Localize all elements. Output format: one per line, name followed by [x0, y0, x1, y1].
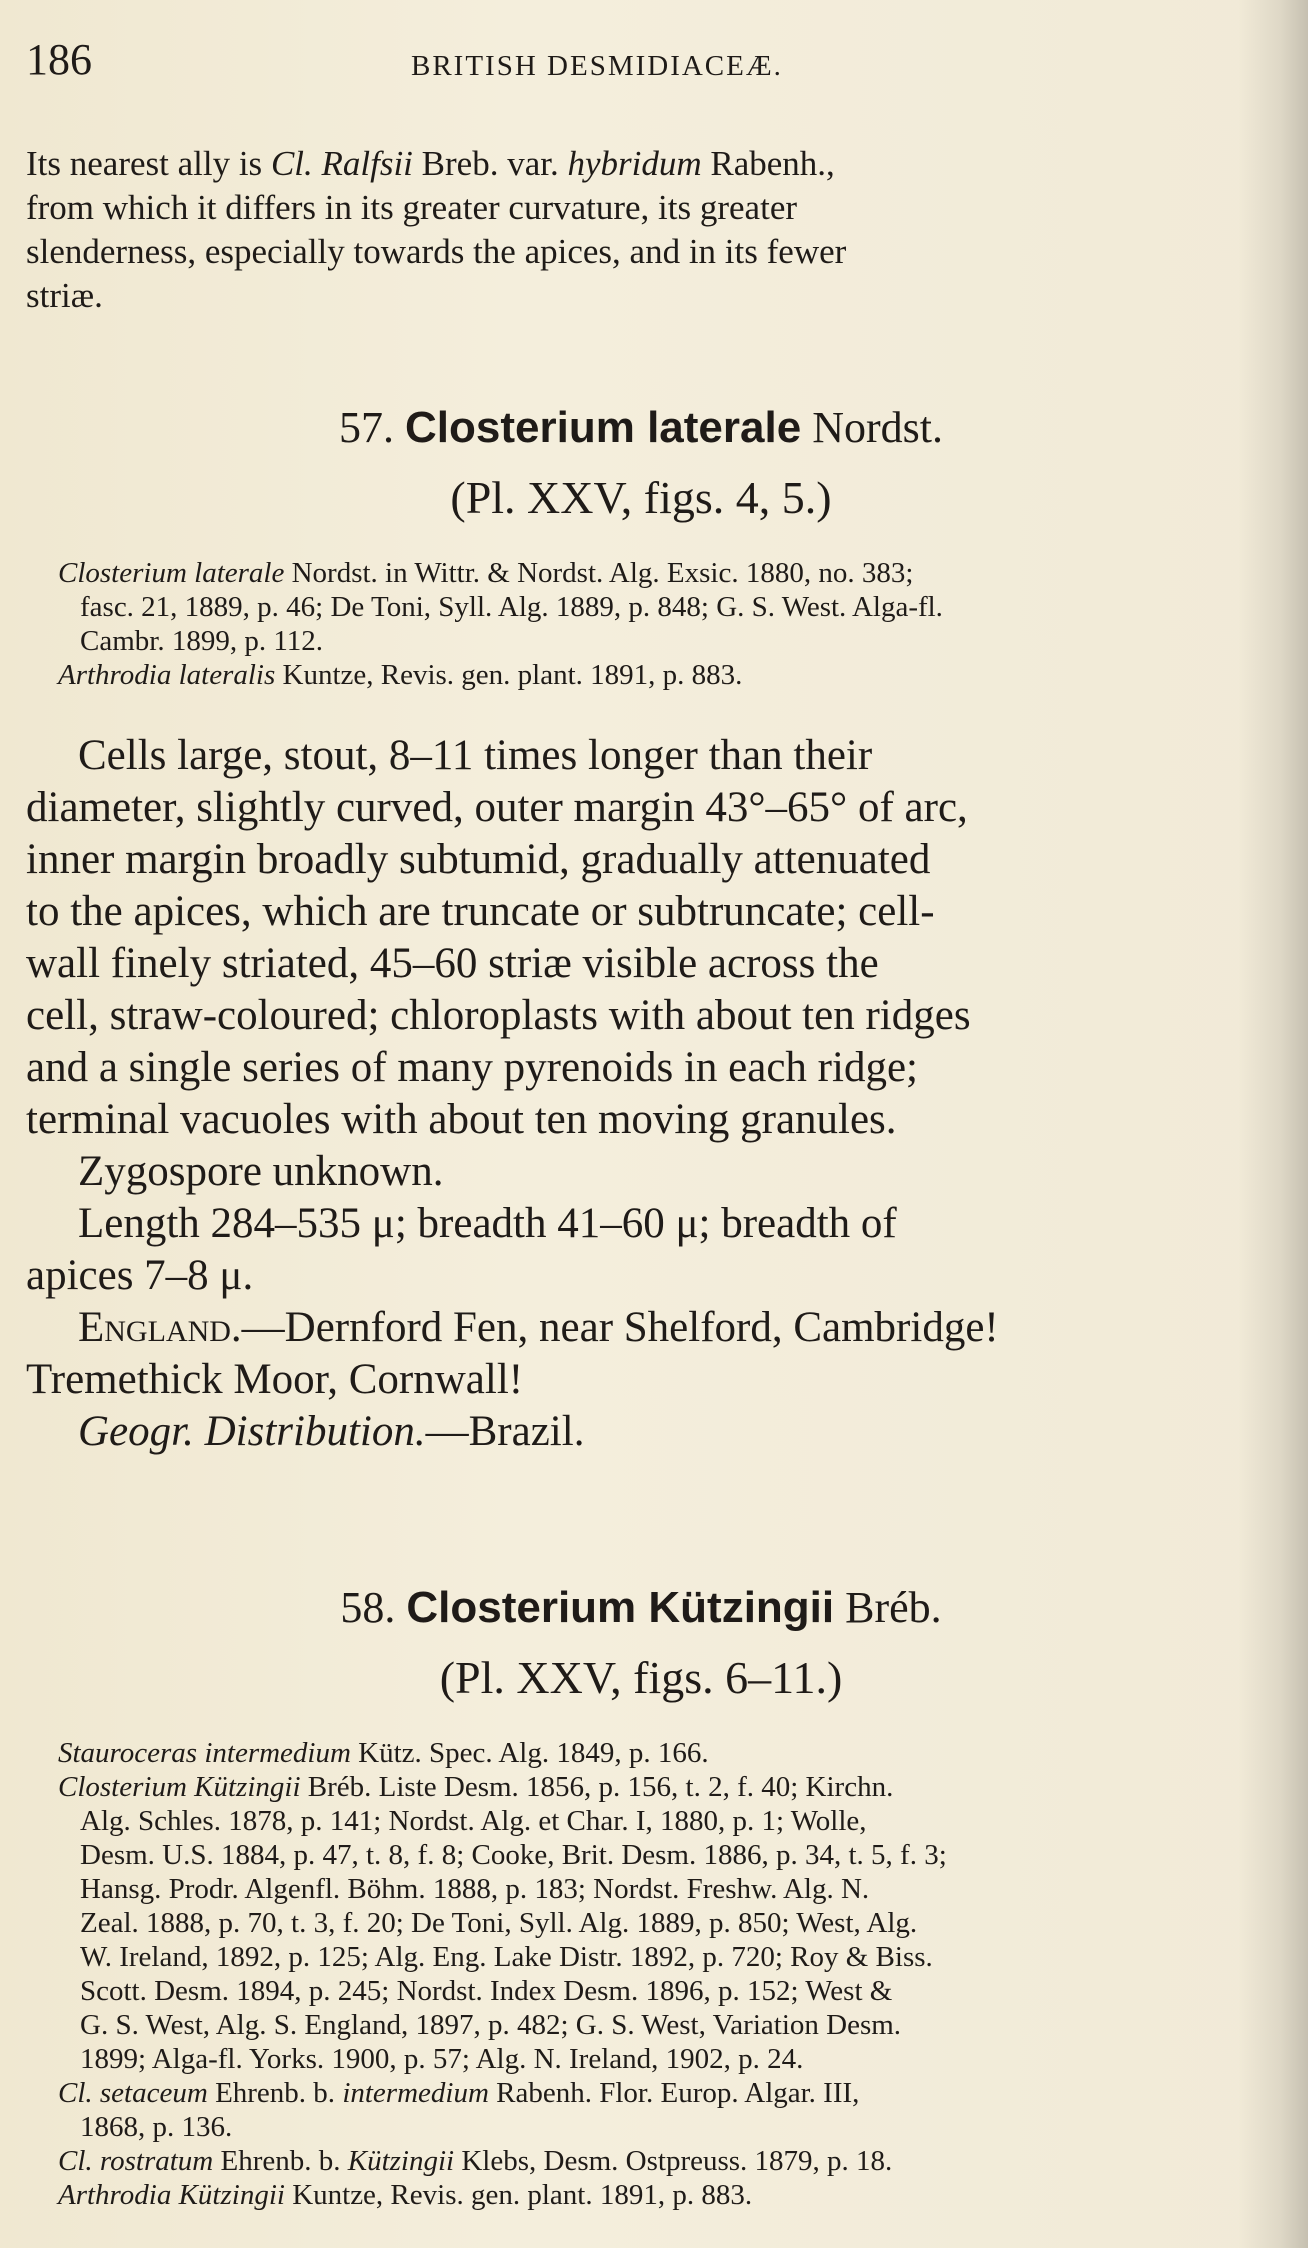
description-line	[26, 782, 1256, 834]
description-text: Tremethick Moor, Cornwall!	[26, 1356, 524, 1403]
citation-text: Zeal. 1888, p. 70, t. 3, f. 20; De Toni, Syll. Alg. 1889, p. 850; West, Alg.	[80, 1907, 918, 1939]
description-text: Length 284–535 μ; breadth 41–60 μ; breadth of	[78, 1200, 897, 1247]
description-line	[26, 834, 1256, 886]
intro-line	[26, 230, 1236, 274]
species-58-section	[26, 1582, 1256, 2212]
reference-line	[80, 1974, 1256, 2008]
region-name: England.	[78, 1304, 242, 1351]
text-run: striæ.	[26, 276, 103, 315]
description-text: Cells large, stout, 8–11 times longer than their	[78, 732, 873, 779]
taxon-name: Arthrodia lateralis	[58, 659, 276, 691]
citation-text: Bréb. Liste Desm. 1856, p. 156, t. 2, f. 40; Kirchn.	[300, 1771, 894, 1803]
species-57-author: Nordst.	[812, 403, 943, 452]
citation-text: Kuntze, Revis. gen. plant. 1891, p. 883.	[275, 659, 743, 691]
citation-text: 1899; Alga-fl. Yorks. 1900, p. 57; Alg. N. Ireland, 1902, p. 24.	[80, 2043, 804, 2075]
description-line	[26, 938, 1256, 990]
reference-line	[80, 590, 1256, 624]
reference-line	[80, 1872, 1256, 1906]
citation-text: Cambr. 1899, p. 112.	[80, 625, 324, 657]
species-57-number: 57.	[339, 403, 395, 452]
citation-text: 1868, p. 136.	[80, 2111, 233, 2143]
species-58-reference-entry	[26, 2144, 1256, 2178]
intro-paragraph	[26, 142, 1236, 318]
taxon-name: Closterium Kützingii	[58, 1771, 301, 1803]
taxon-name: Kützingii	[347, 2145, 455, 2177]
reference-line	[80, 2042, 1256, 2076]
taxon-name: Arthrodia Kützingii	[58, 2179, 285, 2211]
species-57-reference-entry	[26, 658, 1256, 692]
description-text: and a single series of many pyrenoids in each ridge;	[26, 1044, 918, 1091]
description-line	[26, 1146, 1256, 1198]
citation-text: Rabenh. Flor. Europ. Algar. III,	[488, 2077, 860, 2109]
description-line	[26, 1042, 1256, 1094]
description-text: —Brazil.	[425, 1408, 585, 1455]
species-58-plate-reference: (Pl. XXV, figs. 6–11.)	[439, 1652, 843, 1703]
species-58-references	[26, 1736, 1256, 2212]
description-line	[26, 1354, 1256, 1406]
description-text: Geogr. Distribution.	[78, 1408, 426, 1455]
species-58-reference-entry	[26, 1736, 1256, 1770]
citation-text: Kuntze, Revis. gen. plant. 1891, p. 883.	[284, 2179, 753, 2211]
reference-line	[80, 1838, 1256, 1872]
reference-line	[58, 1736, 1256, 1770]
taxon-name: Closterium laterale	[58, 557, 285, 589]
reference-line	[58, 658, 1256, 692]
citation-text: W. Ireland, 1892, p. 125; Alg. Eng. Lake Distr. 1892, p. 720; Roy & Biss.	[80, 1941, 933, 1973]
description-line	[26, 1302, 1256, 1354]
reference-line	[58, 2076, 1256, 2110]
description-text: terminal vacuoles with about ten moving granules.	[26, 1096, 897, 1143]
running-head-title: BRITISH DESMIDIACEÆ.	[411, 50, 783, 82]
taxon-name: intermedium	[342, 2077, 489, 2109]
citation-text: Klebs, Desm. Ostpreuss. 1879, p. 18.	[454, 2145, 893, 2177]
citation-text: fasc. 21, 1889, p. 46; De Toni, Syll. Alg. 1889, p. 848; G. S. West. Alga-fl.	[80, 591, 943, 623]
page-number: 186	[26, 35, 92, 84]
reference-line	[80, 1940, 1256, 1974]
reference-line	[58, 556, 1256, 590]
citation-text: Ehrenb. b.	[207, 2077, 343, 2109]
species-58-name: Closterium Kützingii	[406, 1583, 835, 1632]
description-text: inner margin broadly subtumid, gradually attenuated	[26, 836, 931, 883]
description-line	[26, 990, 1256, 1042]
description-line	[26, 1198, 1256, 1250]
species-58-reference-entry	[26, 2076, 1256, 2144]
species-57-plate-reference: (Pl. XXV, figs. 4, 5.)	[450, 472, 832, 523]
description-text: Zygospore unknown.	[78, 1148, 444, 1195]
species-58-author: Bréb.	[845, 1583, 942, 1632]
intro-line	[26, 142, 1236, 186]
description-text: diameter, slightly curved, outer margin 43°–65° of arc,	[26, 784, 968, 831]
reference-line	[58, 2144, 1256, 2178]
species-57-reference-entry	[26, 556, 1256, 658]
description-text: —Dernford Fen, near Shelford, Cambridge!	[241, 1304, 999, 1351]
description-text: wall finely striated, 45–60 striæ visible across the	[26, 940, 879, 987]
species-58-title	[26, 1582, 1256, 1634]
text-run: Breb. var.	[412, 144, 568, 183]
species-57-description	[26, 730, 1256, 1458]
text-run: Its nearest ally is	[26, 144, 271, 183]
italic-text: Cl. Ralfsii	[270, 144, 413, 183]
reference-line	[80, 2008, 1256, 2042]
citation-text: Nordst. in Wittr. & Nordst. Alg. Exsic. 1880, no. 383;	[284, 557, 914, 589]
citation-text: Ehrenb. b.	[213, 2145, 348, 2177]
reference-line	[58, 2178, 1256, 2212]
description-line	[26, 1094, 1256, 1146]
citation-text: Alg. Schles. 1878, p. 141; Nordst. Alg. et Char. I, 1880, p. 1; Wolle,	[80, 1805, 867, 1837]
intro-line	[26, 186, 1236, 230]
description-line	[26, 1250, 1256, 1302]
species-58-reference-entry	[26, 2178, 1256, 2212]
species-57-references	[26, 556, 1256, 692]
taxon-name: Cl. setaceum	[58, 2077, 208, 2109]
description-line	[26, 730, 1256, 782]
citation-text: G. S. West, Alg. S. England, 1897, p. 482; G. S. West, Variation Desm.	[80, 2009, 902, 2041]
species-57-title	[26, 402, 1256, 454]
description-text: cell, straw-coloured; chloroplasts with about ten ridges	[26, 992, 971, 1039]
description-text: apices 7–8 μ.	[26, 1252, 254, 1299]
taxon-name: Cl. rostratum	[58, 2145, 214, 2177]
reference-line	[80, 1906, 1256, 1940]
text-run: Rabenh.,	[701, 144, 835, 183]
description-text: to the apices, which are truncate or subtruncate; cell-	[26, 888, 935, 935]
italic-text: hybridum	[567, 144, 702, 183]
citation-text: Desm. U.S. 1884, p. 47, t. 8, f. 8; Cooke, Brit. Desm. 1886, p. 34, t. 5, f. 3;	[80, 1839, 947, 1871]
description-line	[26, 886, 1256, 938]
reference-line	[80, 624, 1256, 658]
species-58-number: 58.	[340, 1583, 396, 1632]
species-58-reference-entry	[26, 1770, 1256, 2076]
citation-text: Scott. Desm. 1894, p. 245; Nordst. Index Desm. 1896, p. 152; West &	[80, 1975, 893, 2007]
reference-line	[80, 1804, 1256, 1838]
species-57-name: Closterium laterale	[405, 403, 802, 452]
description-line	[26, 1406, 1256, 1458]
intro-line	[26, 274, 1236, 318]
citation-text: Hansg. Prodr. Algenfl. Böhm. 1888, p. 183; Nordst. Freshw. Alg. N.	[80, 1873, 870, 1905]
text-run: from which it differs in its greater curvature, its greater	[26, 188, 798, 227]
species-57-section	[26, 402, 1256, 1458]
running-head	[26, 34, 1256, 94]
reference-line	[58, 1770, 1256, 1804]
reference-line	[80, 2110, 1256, 2144]
text-run: slenderness, especially towards the apices, and in its fewer	[26, 232, 847, 271]
taxon-name: Stauroceras intermedium	[58, 1737, 351, 1769]
citation-text: Kütz. Spec. Alg. 1849, p. 166.	[350, 1737, 709, 1769]
